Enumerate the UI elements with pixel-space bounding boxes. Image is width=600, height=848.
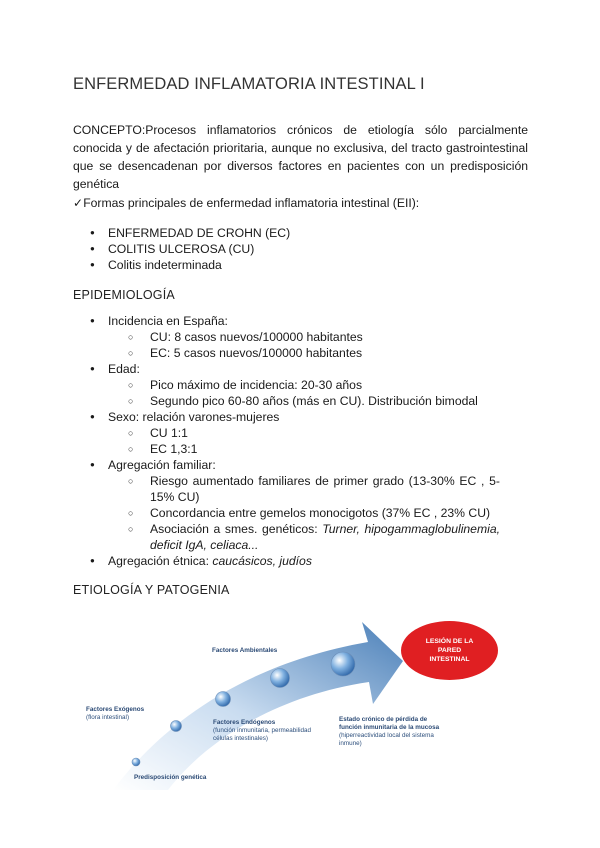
list-item-family <box>90 457 500 553</box>
concept-paragraph: CONCEPTO:Procesos inflamatorios crónicos de etiología sólo parcialmente conocida y de afectación prioritaria, aunque no exclusiva, del tracto gastrointestinal que se desencadenan por diversos factores en pacientes con un predisposición genética <box>73 123 528 191</box>
ethnic-italic: caucásicos, judíos <box>212 554 312 568</box>
exogenous-factors-label: Factores Exógenos (flora intestinal) <box>86 706 145 721</box>
list-item: ● ENFERMEDAD DE CROHN (EC) <box>90 225 290 241</box>
pathway-node-icon <box>271 669 290 688</box>
pathway-node-icon <box>216 692 231 707</box>
list-item: ○ EC 1,3:1 <box>128 441 500 457</box>
sex-sublist <box>108 425 500 457</box>
endogenous-factors-label: Factores Endógenos (función inmunitaria, permeabilidad células intestinales) <box>213 719 312 742</box>
age-label: Edad: <box>108 362 140 376</box>
list-item: ○ Pico máximo de incidencia: 20-30 años <box>128 377 500 393</box>
epidemiology-list <box>90 313 500 569</box>
list-item: ○ Segundo pico 60-80 años (más en CU). Distribución bimodal <box>128 393 500 409</box>
list-item: ○ CU 1:1 <box>128 425 500 441</box>
forms-heading: ✓Formas principales de enfermedad inflamatoria intestinal (EII): <box>73 196 420 210</box>
family-label: Agregación familiar: <box>108 458 216 472</box>
sex-label: Sexo: relación varones-mujeres <box>108 410 280 424</box>
age-sublist <box>108 377 500 409</box>
list-item: ○ CU: 8 casos nuevos/100000 habitantes <box>128 329 500 345</box>
list-item: ● Colitis indeterminada <box>90 257 290 273</box>
association-italic: Turner, hipogammaglobulinemia, deficit IgA, celiaca... <box>150 522 500 552</box>
environmental-factors-label: Factores Ambientales <box>212 647 278 654</box>
epidemiology-heading: EPIDEMIOLOGÍA <box>73 288 175 302</box>
list-item-association <box>128 521 500 553</box>
etiology-heading: ETIOLOGÍA Y PATOGENIA <box>73 583 230 597</box>
list-item-age <box>90 361 500 409</box>
list-item-ethnic <box>90 553 500 569</box>
forms-list <box>90 225 290 273</box>
page-title: ENFERMEDAD INFLAMATORIA INTESTINAL I <box>73 75 425 93</box>
list-item: ○ Riesgo aumentado familiares de primer grado (13-30% EC , 5-15% CU) <box>128 473 500 505</box>
pathway-node-icon <box>331 652 355 676</box>
list-item-sex <box>90 409 500 457</box>
list-item: ● COLITIS ULCEROSA (CU) <box>90 241 290 257</box>
genetic-predisposition-label: Predisposición genética <box>134 774 207 781</box>
incidence-label: Incidencia en España: <box>108 314 228 328</box>
list-item-incidence <box>90 313 500 361</box>
chronic-state-label: Estado crónico de pérdida de función inmunitaria de la mucosa (hiperreactividad local del sistema inmune) <box>339 716 440 747</box>
list-item: ○ Concordancia entre gemelos monocigotos (37% EC , 23% CU) <box>128 505 500 521</box>
list-item: ○ EC: 5 casos nuevos/100000 habitantes <box>128 345 500 361</box>
incidence-sublist <box>108 329 500 361</box>
pathway-node-icon <box>171 721 182 732</box>
association-prefix: Asociación a smes. genéticos: <box>150 522 323 536</box>
family-sublist <box>108 473 500 553</box>
lesion-label: LESIÓN DE LA PARED INTESTINAL <box>425 638 474 663</box>
ethnic-prefix: Agregación étnica: <box>108 554 213 568</box>
intestinal-lesion-badge <box>401 621 498 680</box>
pathway-node-icon <box>132 758 140 766</box>
